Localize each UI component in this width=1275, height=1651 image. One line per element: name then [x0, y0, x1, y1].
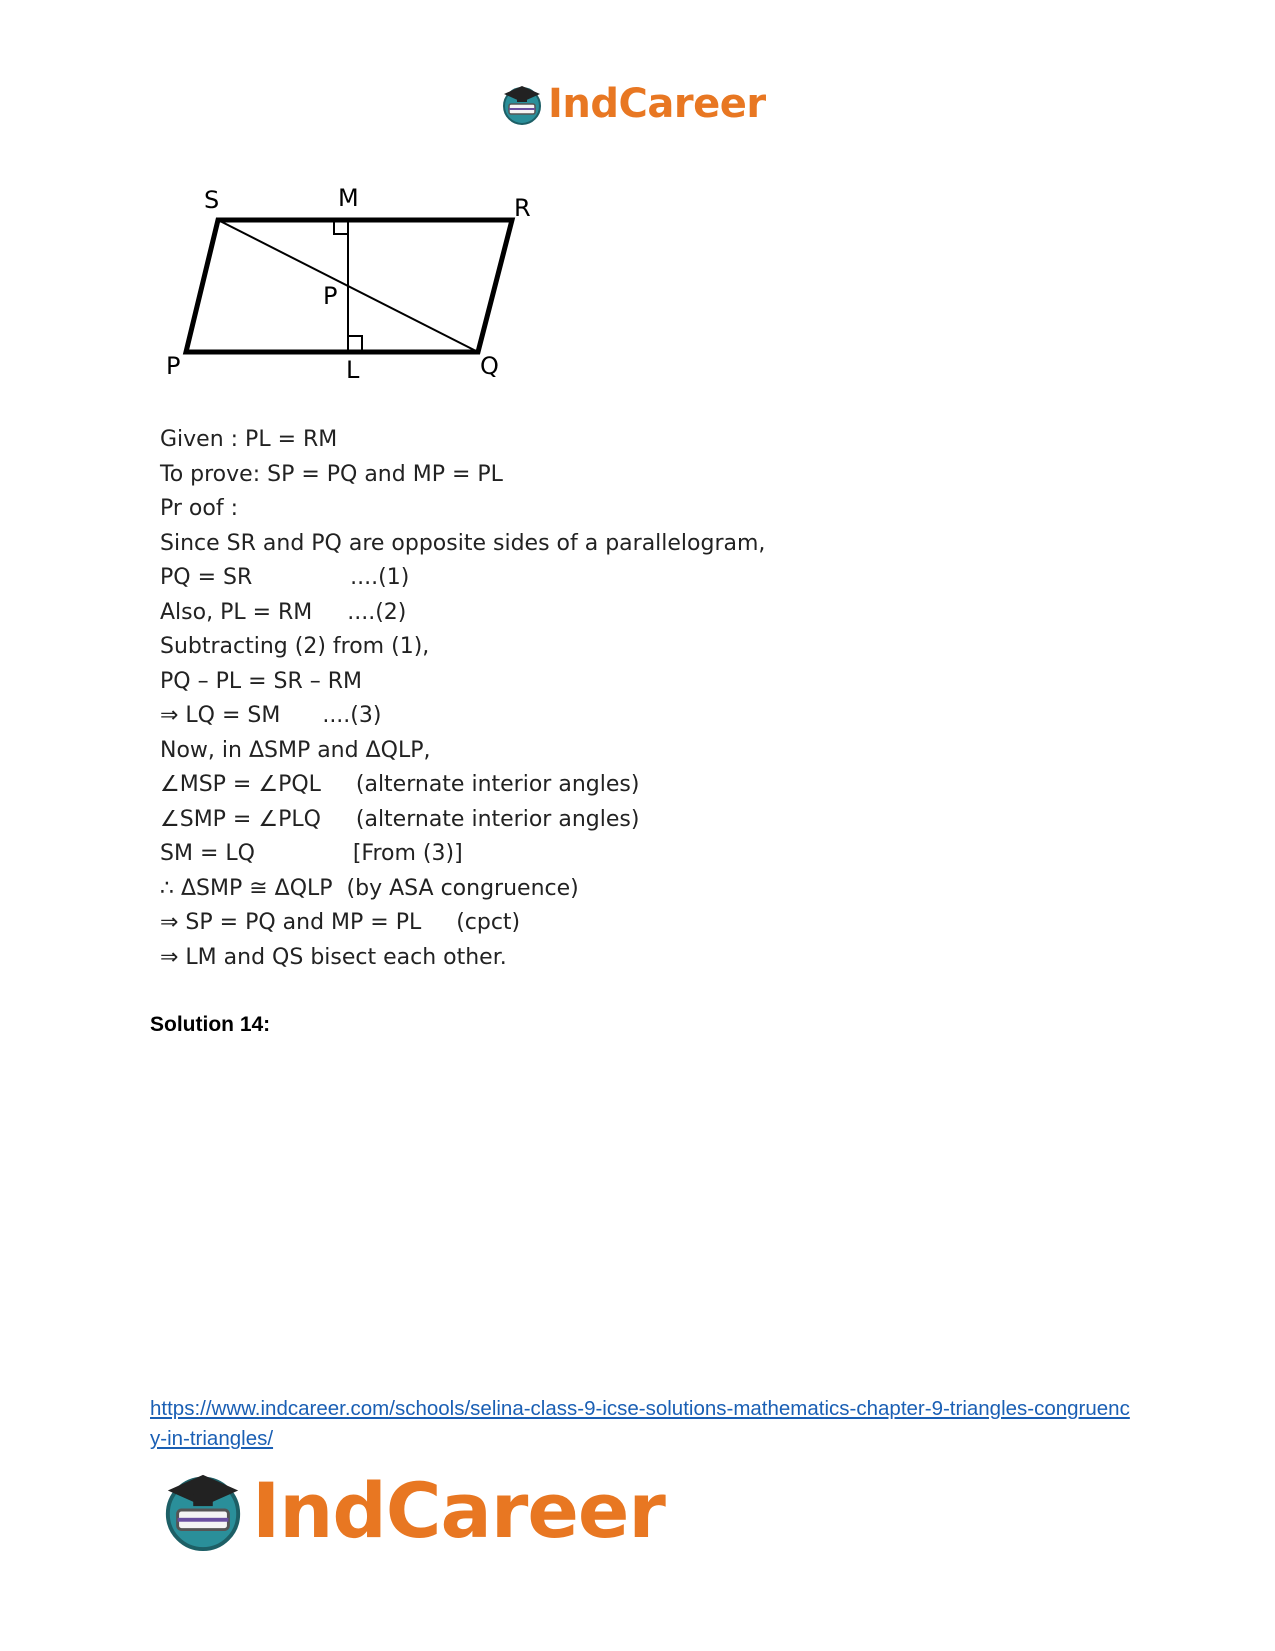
label-s: S — [204, 186, 220, 214]
right-angle-mark-l — [348, 336, 362, 350]
parallelogram-figure — [160, 180, 560, 390]
proof-line: PQ = SR ....(1) — [160, 565, 410, 590]
proof-line: Pr oof : — [160, 496, 238, 521]
brand-name: IndCareer — [548, 81, 766, 127]
label-l: L — [346, 356, 360, 384]
proof-line: SM = LQ [From (3)] — [160, 841, 463, 866]
proof-line: Since SR and PQ are opposite sides of a parallelogram, — [160, 530, 766, 556]
proof-line: Given : PL = RM — [160, 427, 338, 452]
solution-heading: Solution 14: — [150, 1013, 271, 1036]
proof-line: ∠MSP = ∠PQL (alternate interior angles) — [160, 772, 640, 797]
label-p: P — [166, 352, 181, 380]
proof-block — [160, 423, 765, 975]
label-r: R — [514, 194, 531, 222]
proof-line: ∴ ΔSMP ≅ ΔQLP (by ASA congruence) — [160, 875, 579, 901]
source-link[interactable]: https://www.indcareer.com/schools/selina-class-9-icse-solutions-mathematics-chapter-9-triangles-congruency-in-triangles/ — [150, 1397, 1130, 1450]
proof-line: ⇒ SP = PQ and MP = PL (cpct) — [160, 910, 521, 935]
proof-line: ⇒ LM and QS bisect each other. — [160, 944, 507, 970]
proof-line: PQ – PL = SR – RM — [160, 668, 363, 694]
right-angle-mark-m — [334, 222, 348, 234]
graduation-cap-globe-icon — [500, 82, 544, 126]
label-q: Q — [480, 352, 499, 380]
proof-line: ⇒ LQ = SM ....(3) — [160, 703, 382, 728]
proof-line: ∠SMP = ∠PLQ (alternate interior angles) — [160, 806, 640, 832]
graduation-cap-globe-icon — [160, 1467, 246, 1553]
brand-name: IndCareer — [252, 1465, 665, 1555]
header-logo — [500, 76, 766, 132]
label-p-mid: P — [323, 282, 338, 310]
proof-line: Also, PL = RM ....(2) — [160, 599, 407, 625]
label-m: M — [338, 184, 359, 212]
proof-line: To prove: SP = PQ and MP = PL — [160, 461, 503, 487]
proof-line: Subtracting (2) from (1), — [160, 634, 430, 659]
footer-logo — [160, 1460, 665, 1560]
proof-line: Now, in ΔSMP and ΔQLP, — [160, 737, 431, 763]
